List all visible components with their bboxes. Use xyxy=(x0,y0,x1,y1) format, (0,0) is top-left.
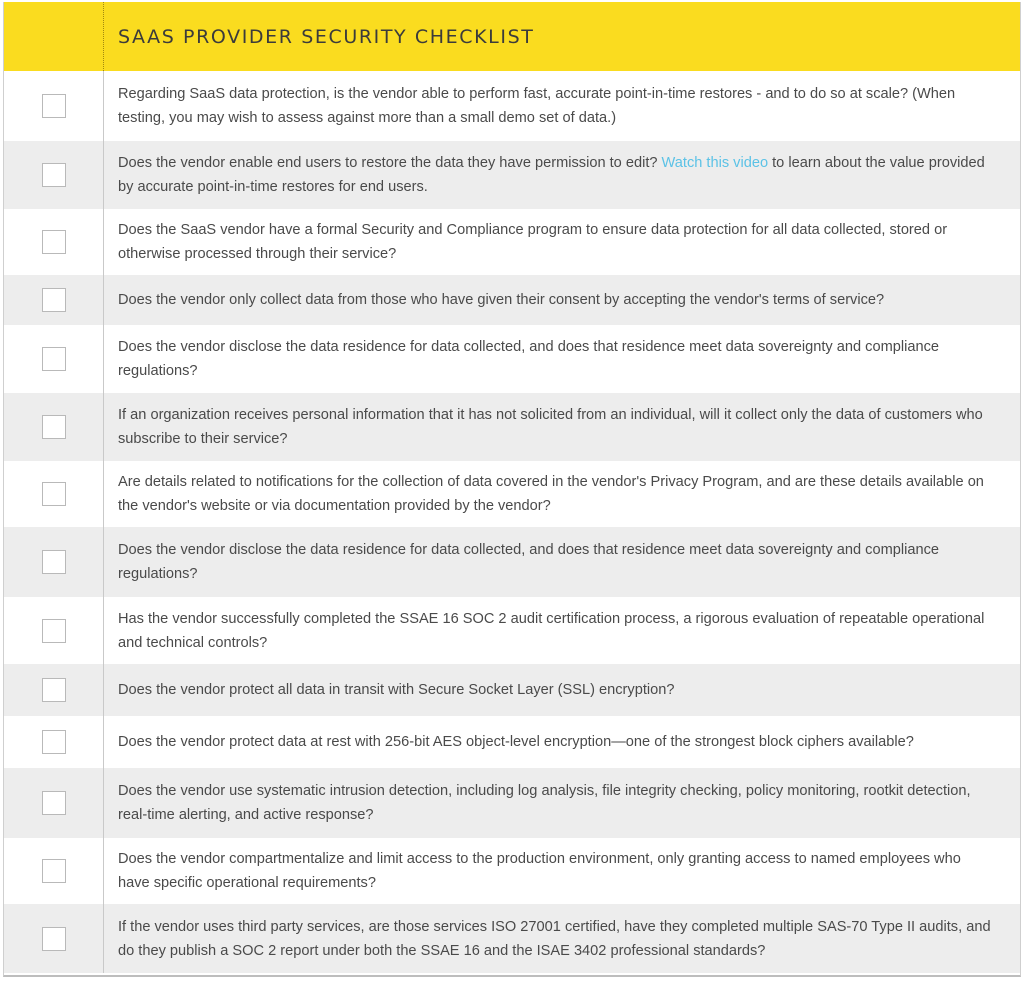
checkbox-cell xyxy=(4,141,104,209)
security-checklist xyxy=(3,2,1021,977)
header-checkbox-column xyxy=(4,2,104,71)
question-11: Does the vendor protect data at rest with 256-bit AES object-level encryption—one of the strongest block ciphers available? xyxy=(118,734,914,750)
question-2-text-before: Does the vendor enable end users to restore the data they have permission to edit? xyxy=(118,155,662,171)
checkbox-8[interactable] xyxy=(42,550,66,574)
question-12: Does the vendor use systematic intrusion detection, including log analysis, file integrity checking, policy monitoring, rootkit detection, real-time alerting, and active response? xyxy=(118,783,971,823)
question-5: Does the vendor disclose the data residence for data collected, and does that residence meet data sovereignty and compliance regulations? xyxy=(118,339,939,379)
checkbox-11[interactable] xyxy=(42,730,66,754)
checklist-row xyxy=(4,275,1020,325)
checklist-row xyxy=(4,904,1020,973)
checklist-row xyxy=(4,716,1020,768)
question-text xyxy=(104,664,1020,716)
checklist-row xyxy=(4,838,1020,904)
question-2-text-after: to learn about the value provided by accurate point-in-time restores for end users. xyxy=(118,155,985,195)
question-1: Regarding SaaS data protection, is the vendor able to perform fast, accurate point-in-time restores - and to do so at scale? (When testing, you may wish to assess against more than a small demo set of data.) xyxy=(118,86,956,126)
checkbox-cell xyxy=(4,209,104,275)
checkbox-cell xyxy=(4,325,104,393)
checkbox-1[interactable] xyxy=(42,94,66,118)
question-9: Has the vendor successfully completed the SSAE 16 SOC 2 audit certification process, a rigorous evaluation of repeatable operational and technical controls? xyxy=(118,610,985,651)
question-text xyxy=(104,141,1020,209)
checklist-row xyxy=(4,209,1020,275)
checklist-row xyxy=(4,71,1020,141)
checkbox-3[interactable] xyxy=(42,230,66,254)
question-text xyxy=(104,716,1020,768)
question-4: Does the vendor only collect data from those who have given their consent by accepting the vendor's terms of service? xyxy=(118,292,885,308)
question-14: If the vendor uses third party services, are those services ISO 27001 certified, have they completed multiple SAS-70 Type II audits, and do they publish a SOC 2 report under both the SSAE 16 and the ISAE 3402 professional standards? xyxy=(118,918,991,959)
checkbox-cell xyxy=(4,393,104,461)
page-title: SAAS PROVIDER SECURITY CHECKLIST xyxy=(118,25,535,48)
checklist-row xyxy=(4,664,1020,716)
question-10: Does the vendor protect all data in transit with Secure Socket Layer (SSL) encryption? xyxy=(118,682,675,698)
checklist-header xyxy=(4,2,1020,71)
question-2 xyxy=(118,151,996,199)
question-text xyxy=(104,904,1020,973)
checkbox-14[interactable] xyxy=(42,927,66,951)
checkbox-cell xyxy=(4,527,104,597)
checkbox-cell xyxy=(4,275,104,325)
question-text xyxy=(104,209,1020,275)
question-text xyxy=(104,768,1020,838)
checklist-row xyxy=(4,527,1020,597)
question-7: Are details related to notifications for the collection of data covered in the vendor's Privacy Program, and are these details available on the vendor's website or via documentation provided by the vendor? xyxy=(118,474,984,514)
question-3: Does the SaaS vendor have a formal Security and Compliance program to ensure data protection for all data collected, stored or otherwise processed through their service? xyxy=(118,222,948,262)
checkbox-13[interactable] xyxy=(42,859,66,883)
checkbox-cell xyxy=(4,461,104,527)
question-text xyxy=(104,393,1020,461)
checkbox-12[interactable] xyxy=(42,791,66,815)
checkbox-6[interactable] xyxy=(42,415,66,439)
checklist-row xyxy=(4,461,1020,527)
question-text xyxy=(104,325,1020,393)
checkbox-cell xyxy=(4,716,104,768)
checklist-row xyxy=(4,597,1020,664)
checkbox-cell xyxy=(4,768,104,838)
checklist-row xyxy=(4,325,1020,393)
checkbox-4[interactable] xyxy=(42,288,66,312)
checkbox-10[interactable] xyxy=(42,678,66,702)
question-text xyxy=(104,527,1020,597)
checkbox-cell xyxy=(4,664,104,716)
checkbox-5[interactable] xyxy=(42,347,66,371)
checkbox-2[interactable] xyxy=(42,163,66,187)
watch-video-link[interactable]: Watch this video xyxy=(661,155,769,171)
checkbox-cell xyxy=(4,71,104,141)
question-8: Does the vendor disclose the data residence for data collected, and does that residence meet data sovereignty and compliance regulations? xyxy=(118,542,939,582)
question-text xyxy=(104,838,1020,904)
question-text xyxy=(104,275,1020,325)
question-6: If an organization receives personal information that it has not solicited from an individual, will it collect only the data of customers who subscribe to their service? xyxy=(118,407,983,447)
question-text xyxy=(104,461,1020,527)
checklist-row xyxy=(4,393,1020,461)
question-text xyxy=(104,597,1020,664)
checklist-row xyxy=(4,768,1020,838)
checkbox-9[interactable] xyxy=(42,619,66,643)
checkbox-cell xyxy=(4,838,104,904)
checkbox-7[interactable] xyxy=(42,482,66,506)
checkbox-cell xyxy=(4,904,104,973)
checkbox-cell xyxy=(4,597,104,664)
question-text xyxy=(104,71,1020,141)
checklist-row xyxy=(4,141,1020,209)
question-13: Does the vendor compartmentalize and limit access to the production environment, only granting access to named employees who have specific operational requirements? xyxy=(118,851,961,891)
